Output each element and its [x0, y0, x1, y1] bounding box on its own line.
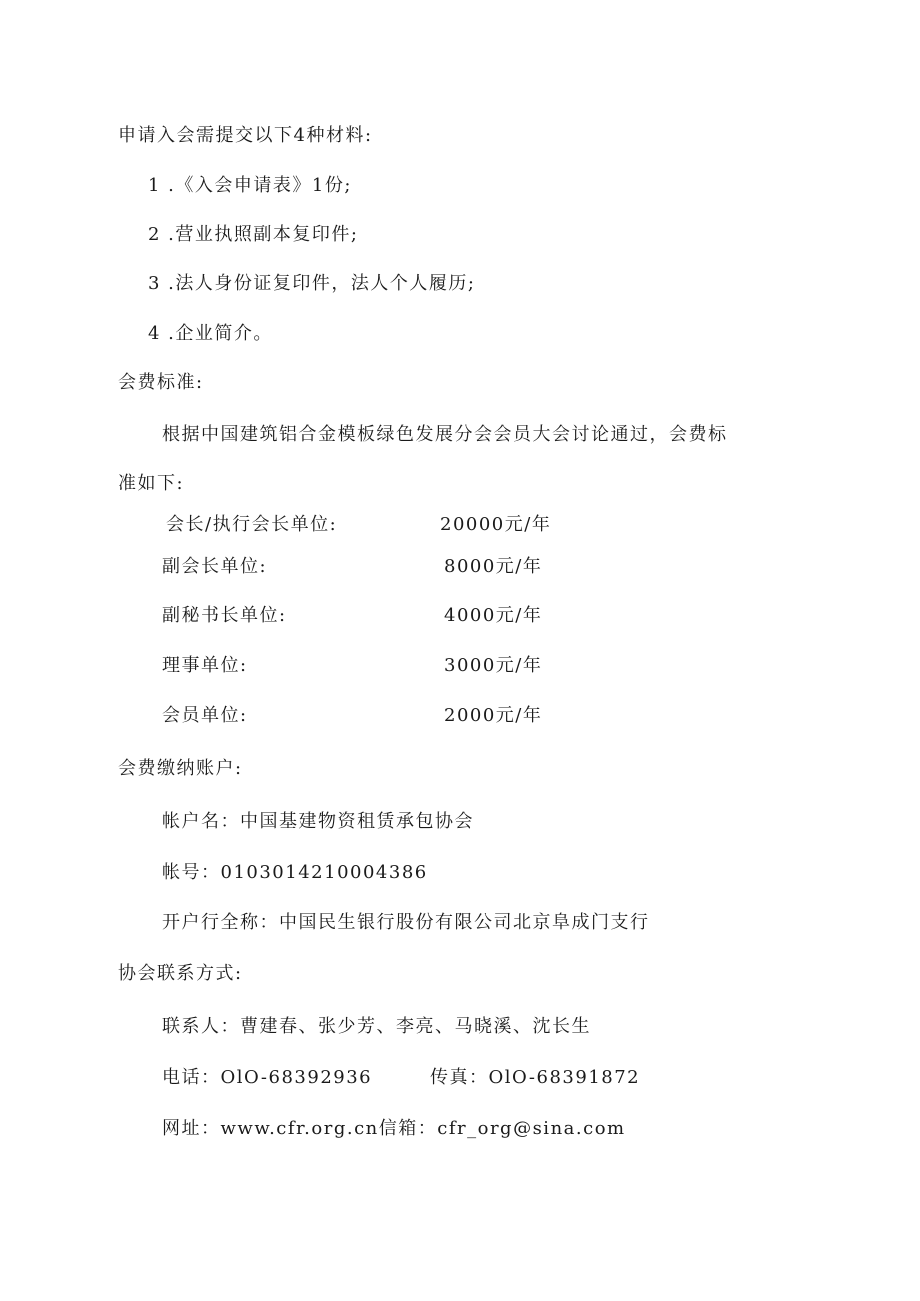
account-number: 帐号：0103014210004386: [162, 862, 428, 883]
fees-intro-line1: 根据中国建筑铝合金模板绿色发展分会会员大会讨论通过，会费标: [162, 424, 728, 445]
contact-web-email: 网址：www.cfr.org.cn信箱：cfr_org@sina.com: [162, 1118, 626, 1139]
contact-people: 联系人：曹建春、张少芳、李亮、马晓溪、沈长生: [162, 1016, 591, 1037]
fee-amount-member: 2000元/年: [444, 705, 543, 726]
fee-amount-deputy-secretary: 4000元/年: [444, 605, 543, 626]
materials-item-2: 2 .营业执照副本复印件;: [148, 224, 359, 245]
fee-label-member: 会员单位:: [162, 705, 248, 726]
account-name: 帐户名：中国基建物资租赁承包协会: [162, 811, 474, 832]
contact-fax: 传真：OlO-68391872: [430, 1067, 641, 1088]
account-heading: 会费缴纳账户:: [118, 758, 243, 779]
materials-heading: 申请入会需提交以下4种材料:: [118, 125, 373, 146]
fees-intro-line2: 准如下:: [118, 473, 185, 494]
contact-heading: 协会联系方式:: [118, 963, 243, 984]
fee-amount-president: 20000元/年: [440, 514, 552, 535]
materials-item-3: 3 .法人身份证复印件，法人个人履历;: [148, 273, 476, 294]
contact-phone: 电话：OlO-68392936: [162, 1067, 373, 1088]
materials-item-4: 4 .企业简介。: [148, 323, 273, 344]
fee-label-president: 会长/执行会长单位:: [166, 514, 338, 535]
fee-label-deputy-secretary: 副秘书长单位:: [162, 605, 287, 626]
fee-amount-director: 3000元/年: [444, 655, 543, 676]
fee-amount-vice-president: 8000元/年: [444, 556, 543, 577]
account-bank: 开户行全称：中国民生银行股份有限公司北京阜成门支行: [162, 912, 650, 933]
fee-label-vice-president: 副会长单位:: [162, 556, 268, 577]
materials-item-1: 1 .《入会申请表》1份;: [148, 175, 352, 196]
fee-label-director: 理事单位:: [162, 655, 248, 676]
fees-heading: 会费标准:: [118, 372, 204, 393]
